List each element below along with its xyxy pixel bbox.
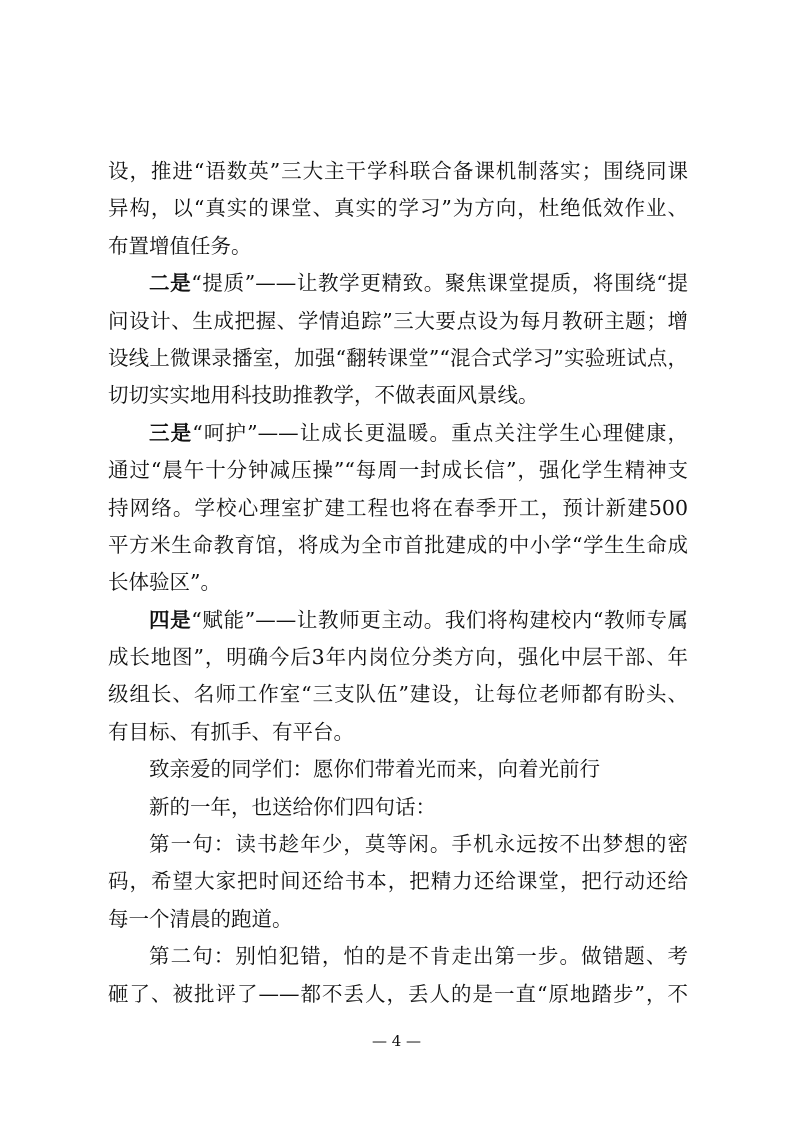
text-line: 每一个清晨的跑道。 [108, 906, 293, 931]
text-line: 第一句：读书趁年少，莫等闲。手机永远按不出梦想的密 [149, 832, 688, 857]
text-line: 切切实实地用科技助推教学，不做表面风景线。 [108, 383, 539, 408]
text-line: 有目标、有抓手、有平台。 [108, 719, 354, 744]
text-line: 设线上微课录播室，加强“翻转课堂”“混合式学习”实验班试点， [108, 345, 688, 370]
paragraph-lead: 二是 [149, 271, 192, 296]
text-span: “提质”——让教学更精致。聚焦课堂提质，将围绕“提 [191, 271, 688, 296]
text-line: 设，推进“语数英”三大主干学科联合备课机制落实；围绕同课 [108, 159, 688, 183]
text-line [108, 265, 688, 302]
text-span: “呵护”——让成长更温暖。重点关注学生心理健康， [192, 420, 688, 445]
text-line: 级组长、名师工作室“三支队伍”建设，让每位老师都有盼头、 [108, 682, 688, 707]
text-line [108, 602, 688, 639]
text-line: 持网络。学校心理室扩建工程也将在春季开工，预计新建500 [108, 495, 688, 520]
text-line: 新的一年，也送给你们四句话： [149, 794, 436, 819]
text-span: “赋能”——让教师更主动。我们将构建校内“教师专属 [191, 607, 688, 632]
text-line: 问设计、生成把握、学情追踪”三大要点设为每月教研主题；增 [108, 308, 688, 333]
text-line: 长体验区”。 [108, 570, 221, 595]
text-line: 布置增值任务。 [108, 233, 252, 258]
text-line: 砸了、被批评了——都不丢人，丢人的是一直“原地踏步”，不 [108, 981, 688, 1006]
text-line: 码，希望大家把时间还给书本，把精力还给课堂，把行动还给 [108, 869, 688, 894]
text-line: 异构，以“真实的课堂、真实的学习”为方向，杜绝低效作业、 [108, 196, 688, 221]
text-line: 成长地图”，明确今后3年内岗位分类方向，强化中层干部、年 [108, 645, 688, 670]
text-line: 致亲爱的同学们：愿你们带着光而来，向着光前行 [149, 757, 600, 782]
page-number: — 4 — [371, 1032, 422, 1050]
text-line: 第二句：别怕犯错，怕的是不肯走出第一步。做错题、考 [149, 944, 688, 969]
text-line [108, 415, 688, 452]
paragraph-lead: 三是 [149, 420, 193, 445]
text-line: 平方米生命教育馆，将成为全市首批建成的中小学“学生生命成 [108, 532, 688, 557]
paragraph-lead: 四是 [149, 607, 192, 632]
text-line: 通过“晨午十分钟减压操”“每周一封成长信”，强化学生精神支 [108, 458, 688, 483]
document-body [108, 153, 688, 1013]
